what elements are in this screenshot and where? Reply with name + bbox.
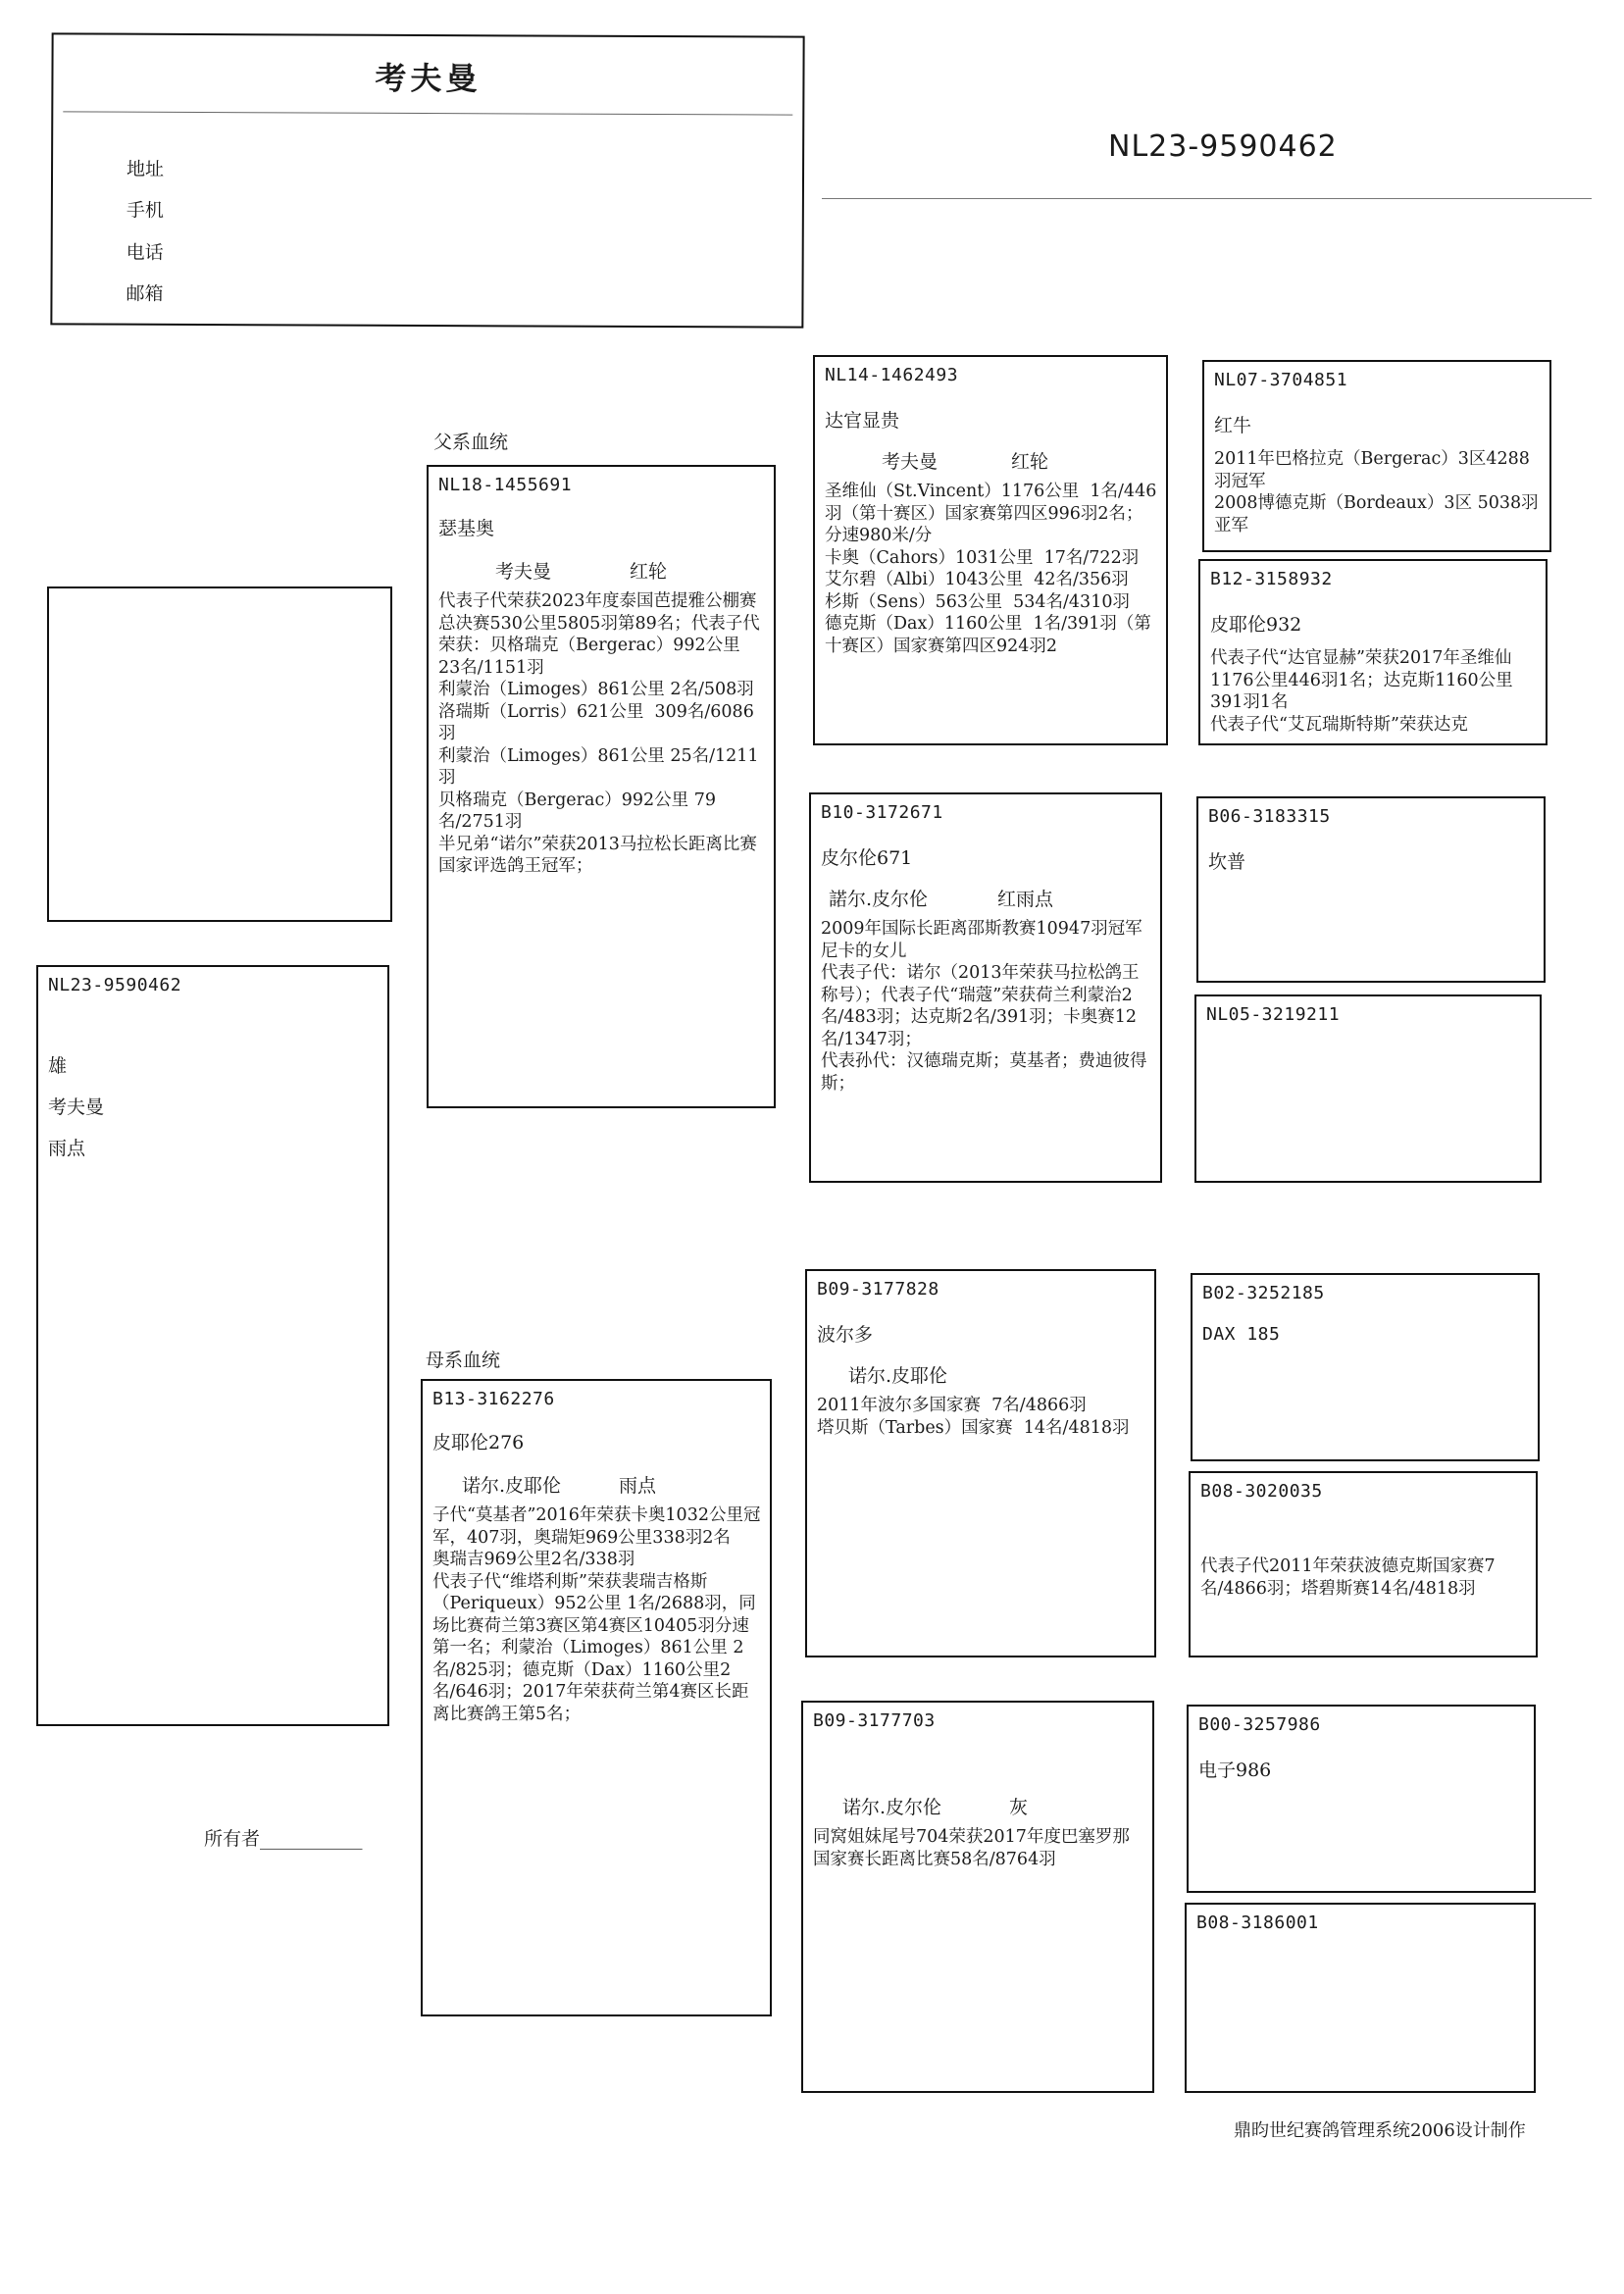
phone-label: 电话 xyxy=(126,241,164,264)
email-label: 邮箱 xyxy=(126,282,164,305)
ddd-ring: B08-3186001 xyxy=(1196,1912,1319,1933)
subject-breeder: 考夫曼 xyxy=(48,1096,105,1118)
dss-ring: B02-3252185 xyxy=(1202,1283,1325,1303)
sds-ring: B06-3183315 xyxy=(1208,806,1331,827)
ssd-box xyxy=(1198,559,1548,745)
sds-name: 坎普 xyxy=(1208,851,1246,873)
dam-dam-box xyxy=(801,1701,1154,2093)
sire-dam-breeder: 諾尔.皮尔伦 xyxy=(829,889,929,910)
dss-name: DAX 185 xyxy=(1202,1324,1281,1345)
ssd-name: 皮耶伦932 xyxy=(1210,614,1302,636)
dds-box xyxy=(1187,1705,1536,1893)
sds-box xyxy=(1196,796,1546,983)
sire-dam-name: 皮尔伦671 xyxy=(821,847,913,869)
sss-ring: NL07-3704851 xyxy=(1214,370,1348,390)
dss-box xyxy=(1191,1273,1540,1461)
subject-sex: 雄 xyxy=(48,1055,68,1077)
dsd-box xyxy=(1189,1471,1538,1657)
subject-pigeon-box xyxy=(36,965,389,1726)
sss-name: 红牛 xyxy=(1214,415,1252,436)
sdd-ring: NL05-3219211 xyxy=(1206,1004,1341,1025)
dds-name: 电子986 xyxy=(1198,1759,1272,1781)
main-ring-number: NL23-9590462 xyxy=(1108,129,1338,164)
dam-breeder: 诺尔.皮耶伦 xyxy=(462,1475,562,1497)
owner-name: 考夫曼 xyxy=(375,59,482,98)
sire-dam-box xyxy=(809,792,1162,1183)
dam-sire-ring: B09-3177828 xyxy=(817,1279,939,1300)
mobile-label: 手机 xyxy=(126,199,164,222)
pigeon-photo-box xyxy=(47,586,392,922)
dam-dam-ring: B09-3177703 xyxy=(813,1710,936,1731)
dam-dam-performance: 同窝姐妹尾号704荣获2017年度巴塞罗那国家赛长距离比赛58名/8764羽 xyxy=(813,1827,1130,1869)
dam-performance: 子代“莫基者”2016年荣获卡奥1032公里冠军，407羽，奥瑞矩969公里338羽2名 奥瑞吉969公里2名/338羽 代表子代“维塔利斯”荣获裴瑞吉格斯（Periqueux）952公里 1名/2688羽，同场比赛荷兰第3赛区第4赛区10405羽分速第一名；利蒙治（Limoges）861公里 2名/825羽；德克斯（Dax）1160公里2名/646羽；2017年荣获荷兰第4赛区长距离比赛鸽王第5名； xyxy=(432,1505,761,1724)
dam-box xyxy=(421,1379,772,2016)
sire-performance: 代表子代荣获2023年度泰国芭提雅公棚赛总决赛530公里5805羽第89名；代表子代荣获：贝格瑞克（Bergerac）992公里 23名/1151羽 利蒙治（Limoges）861公里 2名/508羽 洛瑞斯（Lorris）621公里 309名/6086羽 利蒙治（Limoges）861公里 25名/1211羽 贝格瑞克（Bergerac）992公里 79名/2751羽 半兄弟“诺尔”荣获2013马拉松长距离比赛国家评选鸽王冠军； xyxy=(438,591,760,876)
ssd-performance: 代表子代“达官显赫”荣获2017年圣维仙1176公里446羽1名；达克斯1160公里391羽1名 代表子代“艾瓦瑞斯特斯”荣获达克 xyxy=(1210,648,1513,735)
subject-color: 雨点 xyxy=(48,1138,86,1159)
sire-sire-color: 红轮 xyxy=(1011,451,1049,473)
owner-header-box xyxy=(50,32,804,328)
sire-dam-ring: B10-3172671 xyxy=(821,802,943,823)
sdd-box xyxy=(1194,994,1542,1183)
sire-sire-name: 达官显贵 xyxy=(825,410,900,432)
sire-ring: NL18-1455691 xyxy=(438,475,573,495)
sire-breeder: 考夫曼 xyxy=(495,561,552,583)
ssd-ring: B12-3158932 xyxy=(1210,569,1333,589)
address-label: 地址 xyxy=(126,158,165,180)
sire-color: 红轮 xyxy=(630,561,668,583)
sss-performance: 2011年巴格拉克（Bergerac）3区4288羽冠军 2008博德克斯（Bordeaux）3区 5038羽 亚军 xyxy=(1214,449,1539,535)
dam-sire-box xyxy=(805,1269,1156,1657)
ddd-box xyxy=(1185,1903,1536,2093)
dam-sire-name: 波尔多 xyxy=(817,1324,874,1346)
sire-sire-breeder: 考夫曼 xyxy=(882,451,939,473)
sire-sire-ring: NL14-1462493 xyxy=(825,365,959,385)
dam-ring: B13-3162276 xyxy=(432,1389,555,1409)
sss-box xyxy=(1202,360,1551,552)
dsd-performance: 代表子代2011年荣获波德克斯国家赛7名/4866羽；塔碧斯赛14名/4818羽 xyxy=(1200,1556,1496,1599)
header-divider xyxy=(63,111,792,115)
dam-sire-breeder: 诺尔.皮耶伦 xyxy=(848,1365,948,1387)
sire-section-label: 父系血统 xyxy=(433,432,509,453)
dds-ring: B00-3257986 xyxy=(1198,1714,1321,1735)
dam-name: 皮耶伦276 xyxy=(432,1432,525,1453)
footer-credit: 鼎昀世纪赛鸽管理系统2006设计制作 xyxy=(1234,2120,1526,2141)
sire-dam-color: 红雨点 xyxy=(997,889,1054,910)
dam-dam-breeder: 诺尔.皮尔伦 xyxy=(842,1797,942,1818)
sire-dam-performance: 2009年国际长距离邵斯教赛10947羽冠军尼卡的女儿 代表子代：诺尔（2013年荣获马拉松鸽王称号）；代表子代“瑞蔻”荣获荷兰利蒙治2名/483羽；达克斯2名/391羽；卡奥赛12名/1347羽； 代表孙代：汉德瑞克斯；莫基者；费迪彼得斯； xyxy=(821,919,1147,1094)
subject-ring: NL23-9590462 xyxy=(48,975,182,995)
dsd-ring: B08-3020035 xyxy=(1200,1481,1323,1502)
dam-section-label: 母系血统 xyxy=(426,1350,501,1371)
owner-signature-label: 所有者___________ xyxy=(204,1828,363,1850)
dam-color: 雨点 xyxy=(619,1475,657,1497)
sire-sire-box xyxy=(813,355,1168,745)
main-ring-underline xyxy=(822,198,1592,199)
sire-sire-performance: 圣维仙（St.Vincent）1176公里 1名/446羽（第十赛区）国家赛第四区996羽2名；分速980米/分 卡奥（Cahors）1031公里 17名/722羽 艾尔碧（Albi）1043公里 42名/356羽 杉斯（Sens）563公里 534名/4310羽 德克斯（Dax）1160公里 1名/391羽（第十赛区）国家赛第四区924羽2 xyxy=(825,482,1157,656)
dam-dam-color: 灰 xyxy=(1009,1797,1029,1818)
sire-box xyxy=(427,465,776,1108)
dam-sire-performance: 2011年波尔多国家赛 7名/4866羽 塔贝斯（Tarbes）国家赛 14名/4818羽 xyxy=(817,1396,1130,1438)
sire-name: 瑟基奥 xyxy=(438,518,495,539)
